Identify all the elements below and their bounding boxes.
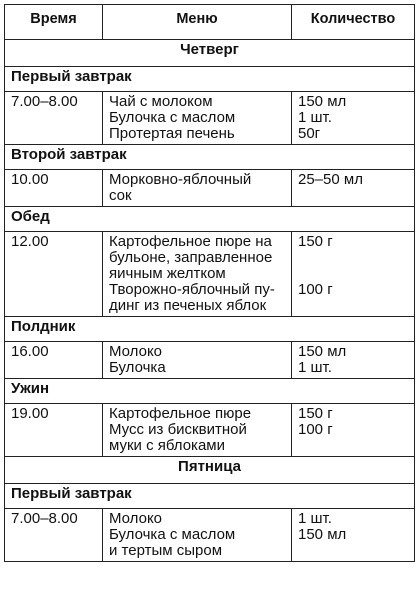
meal-row xyxy=(5,484,415,509)
quantity-cell: 150 г 100 г xyxy=(292,404,415,457)
day-title: Четверг xyxy=(5,40,415,67)
time-cell: 7.00–8.00 xyxy=(5,509,103,562)
header-row xyxy=(5,5,415,40)
table-row xyxy=(5,232,415,317)
menu-table-body xyxy=(5,40,415,562)
quantity-cell: 1 шт. 150 мл xyxy=(292,509,415,562)
menu-cell: Молоко Булочка xyxy=(103,342,292,379)
day-title: Пятница xyxy=(5,457,415,484)
meal-title: Полдник xyxy=(5,317,415,342)
day-row xyxy=(5,457,415,484)
menu-cell: Молоко Булочка с маслом и тертым сыром xyxy=(103,509,292,562)
quantity-cell: 150 мл 1 шт. xyxy=(292,342,415,379)
meal-title: Обед xyxy=(5,207,415,232)
menu-cell: Морковно-яблочный сок xyxy=(103,170,292,207)
table-row xyxy=(5,342,415,379)
meal-title: Ужин xyxy=(5,379,415,404)
table-row xyxy=(5,170,415,207)
meal-title: Первый завтрак xyxy=(5,484,415,509)
menu-table-container xyxy=(4,4,415,562)
meal-row xyxy=(5,67,415,92)
meal-row xyxy=(5,145,415,170)
quantity-cell: 25–50 мл xyxy=(292,170,415,207)
menu-cell: Чай с молоком Булочка с маслом Протертая печень xyxy=(103,92,292,145)
header-menu: Меню xyxy=(103,5,292,40)
meal-title: Первый завтрак xyxy=(5,67,415,92)
table-row xyxy=(5,92,415,145)
quantity-cell: 150 г 100 г xyxy=(292,232,415,317)
day-row xyxy=(5,40,415,67)
time-cell: 12.00 xyxy=(5,232,103,317)
menu-cell: Картофельное пюре на бульоне, заправленное яичным желтком Творожно-яблочный пу- динг из печеных яблок xyxy=(103,232,292,317)
time-cell: 16.00 xyxy=(5,342,103,379)
header-quantity: Количество xyxy=(292,5,415,40)
menu-cell: Картофельное пюре Мусс из бисквитной муки с яблоками xyxy=(103,404,292,457)
table-row xyxy=(5,404,415,457)
header-time: Время xyxy=(5,5,103,40)
time-cell: 19.00 xyxy=(5,404,103,457)
meal-title: Второй завтрак xyxy=(5,145,415,170)
menu-table xyxy=(4,4,415,562)
table-row xyxy=(5,509,415,562)
quantity-cell: 150 мл 1 шт. 50г xyxy=(292,92,415,145)
meal-row xyxy=(5,317,415,342)
time-cell: 10.00 xyxy=(5,170,103,207)
meal-row xyxy=(5,379,415,404)
time-cell: 7.00–8.00 xyxy=(5,92,103,145)
meal-row xyxy=(5,207,415,232)
